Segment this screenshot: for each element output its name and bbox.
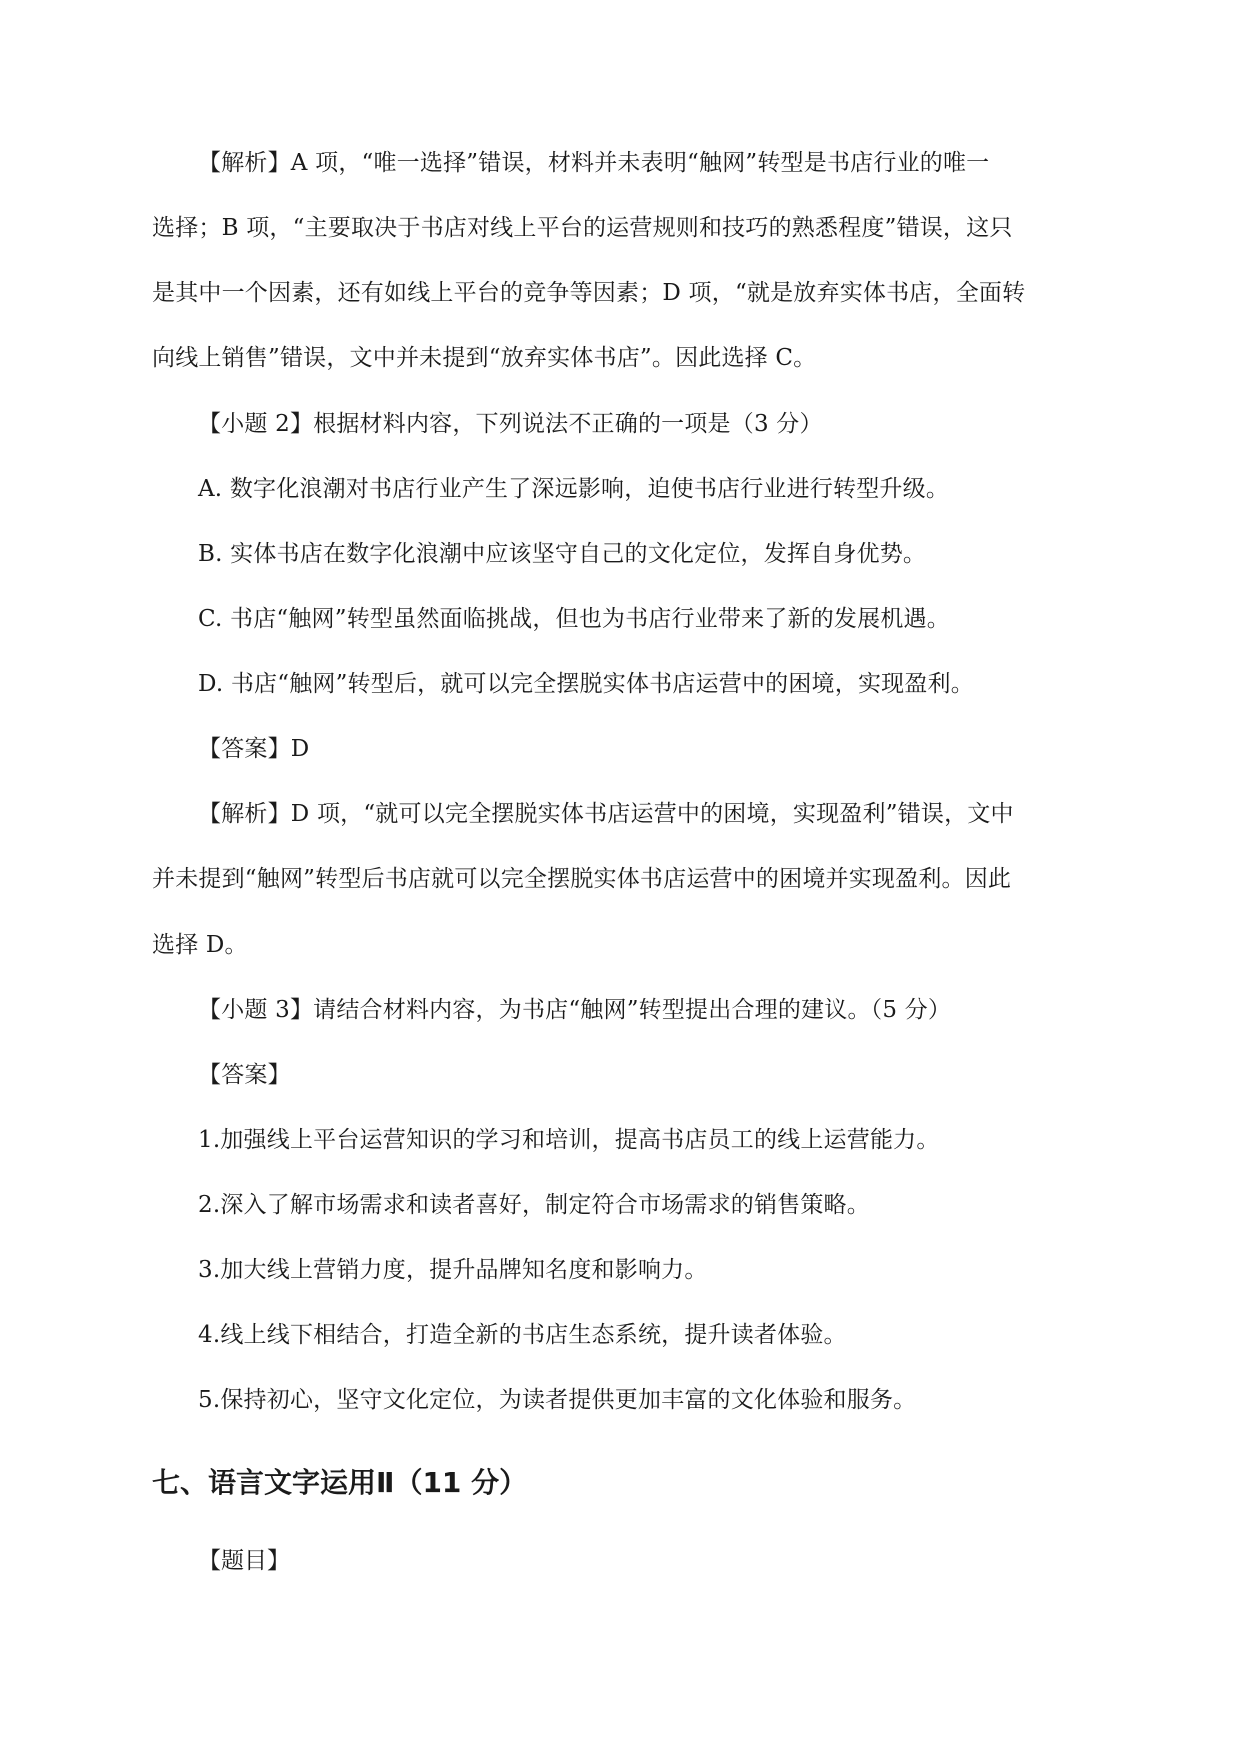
analysis-q1-line-4: 向线上销售”错误，文中并未提到“放弃实体书店”。因此选择 C。	[152, 345, 817, 371]
question-2-answer: 【答案】D	[198, 736, 310, 762]
question-2-analysis-line-2: 并未提到“触网”转型后书店就可以完全摆脱实体书店运营中的困境并实现盈利。因此	[152, 866, 1012, 892]
question-2-analysis-line-3: 选择 D。	[152, 932, 248, 958]
question-2-stem: 【小题 2】根据材料内容，下列说法不正确的一项是（3 分）	[198, 411, 823, 437]
question-2-analysis-line-1: 【解析】D 项，“就可以完全摆脱实体书店运营中的困境，实现盈利”错误，文中	[198, 801, 1014, 827]
question-3-answer-label: 【答案】	[198, 1062, 291, 1088]
question-2-option-c: C. 书店“触网”转型虽然面临挑战，但也为书店行业带来了新的发展机遇。	[198, 606, 950, 632]
section-7-heading: 七、语言文字运用Ⅱ（11 分）	[152, 1466, 528, 1499]
question-3-answer-1: 1.加强线上平台运营知识的学习和培训，提高书店员工的线上运营能力。	[198, 1127, 940, 1153]
question-3-answer-3: 3.加大线上营销力度，提升品牌知名度和影响力。	[198, 1257, 708, 1283]
question-2-option-d: D. 书店“触网”转型后，就可以完全摆脱实体书店运营中的困境，实现盈利。	[198, 671, 974, 697]
question-2-option-a: A. 数字化浪潮对书店行业产生了深远影响，迫使书店行业进行转型升级。	[198, 476, 950, 502]
section-7-topic-label: 【题目】	[198, 1548, 290, 1574]
question-3-answer-5: 5.保持初心，坚守文化定位，为读者提供更加丰富的文化体验和服务。	[198, 1387, 917, 1413]
analysis-q1-line-1: 【解析】A 项，“唯一选择”错误，材料并未表明“触网”转型是书店行业的唯一	[198, 150, 990, 176]
question-3-stem: 【小题 3】请结合材料内容，为书店“触网”转型提出合理的建议。（5 分）	[198, 997, 952, 1023]
question-2-option-b: B. 实体书店在数字化浪潮中应该坚守自己的文化定位，发挥自身优势。	[198, 541, 927, 567]
question-3-answer-2: 2.深入了解市场需求和读者喜好，制定符合市场需求的销售策略。	[198, 1192, 870, 1218]
analysis-q1-line-2: 选择；B 项，“主要取决于书店对线上平台的运营规则和技巧的熟悉程度”错误，这只	[152, 215, 1013, 241]
question-3-answer-4: 4.线上线下相结合，打造全新的书店生态系统，提升读者体验。	[198, 1322, 847, 1348]
analysis-q1-line-3: 是其中一个因素，还有如线上平台的竞争等因素；D 项，“就是放弃实体书店，全面转	[152, 280, 1026, 306]
